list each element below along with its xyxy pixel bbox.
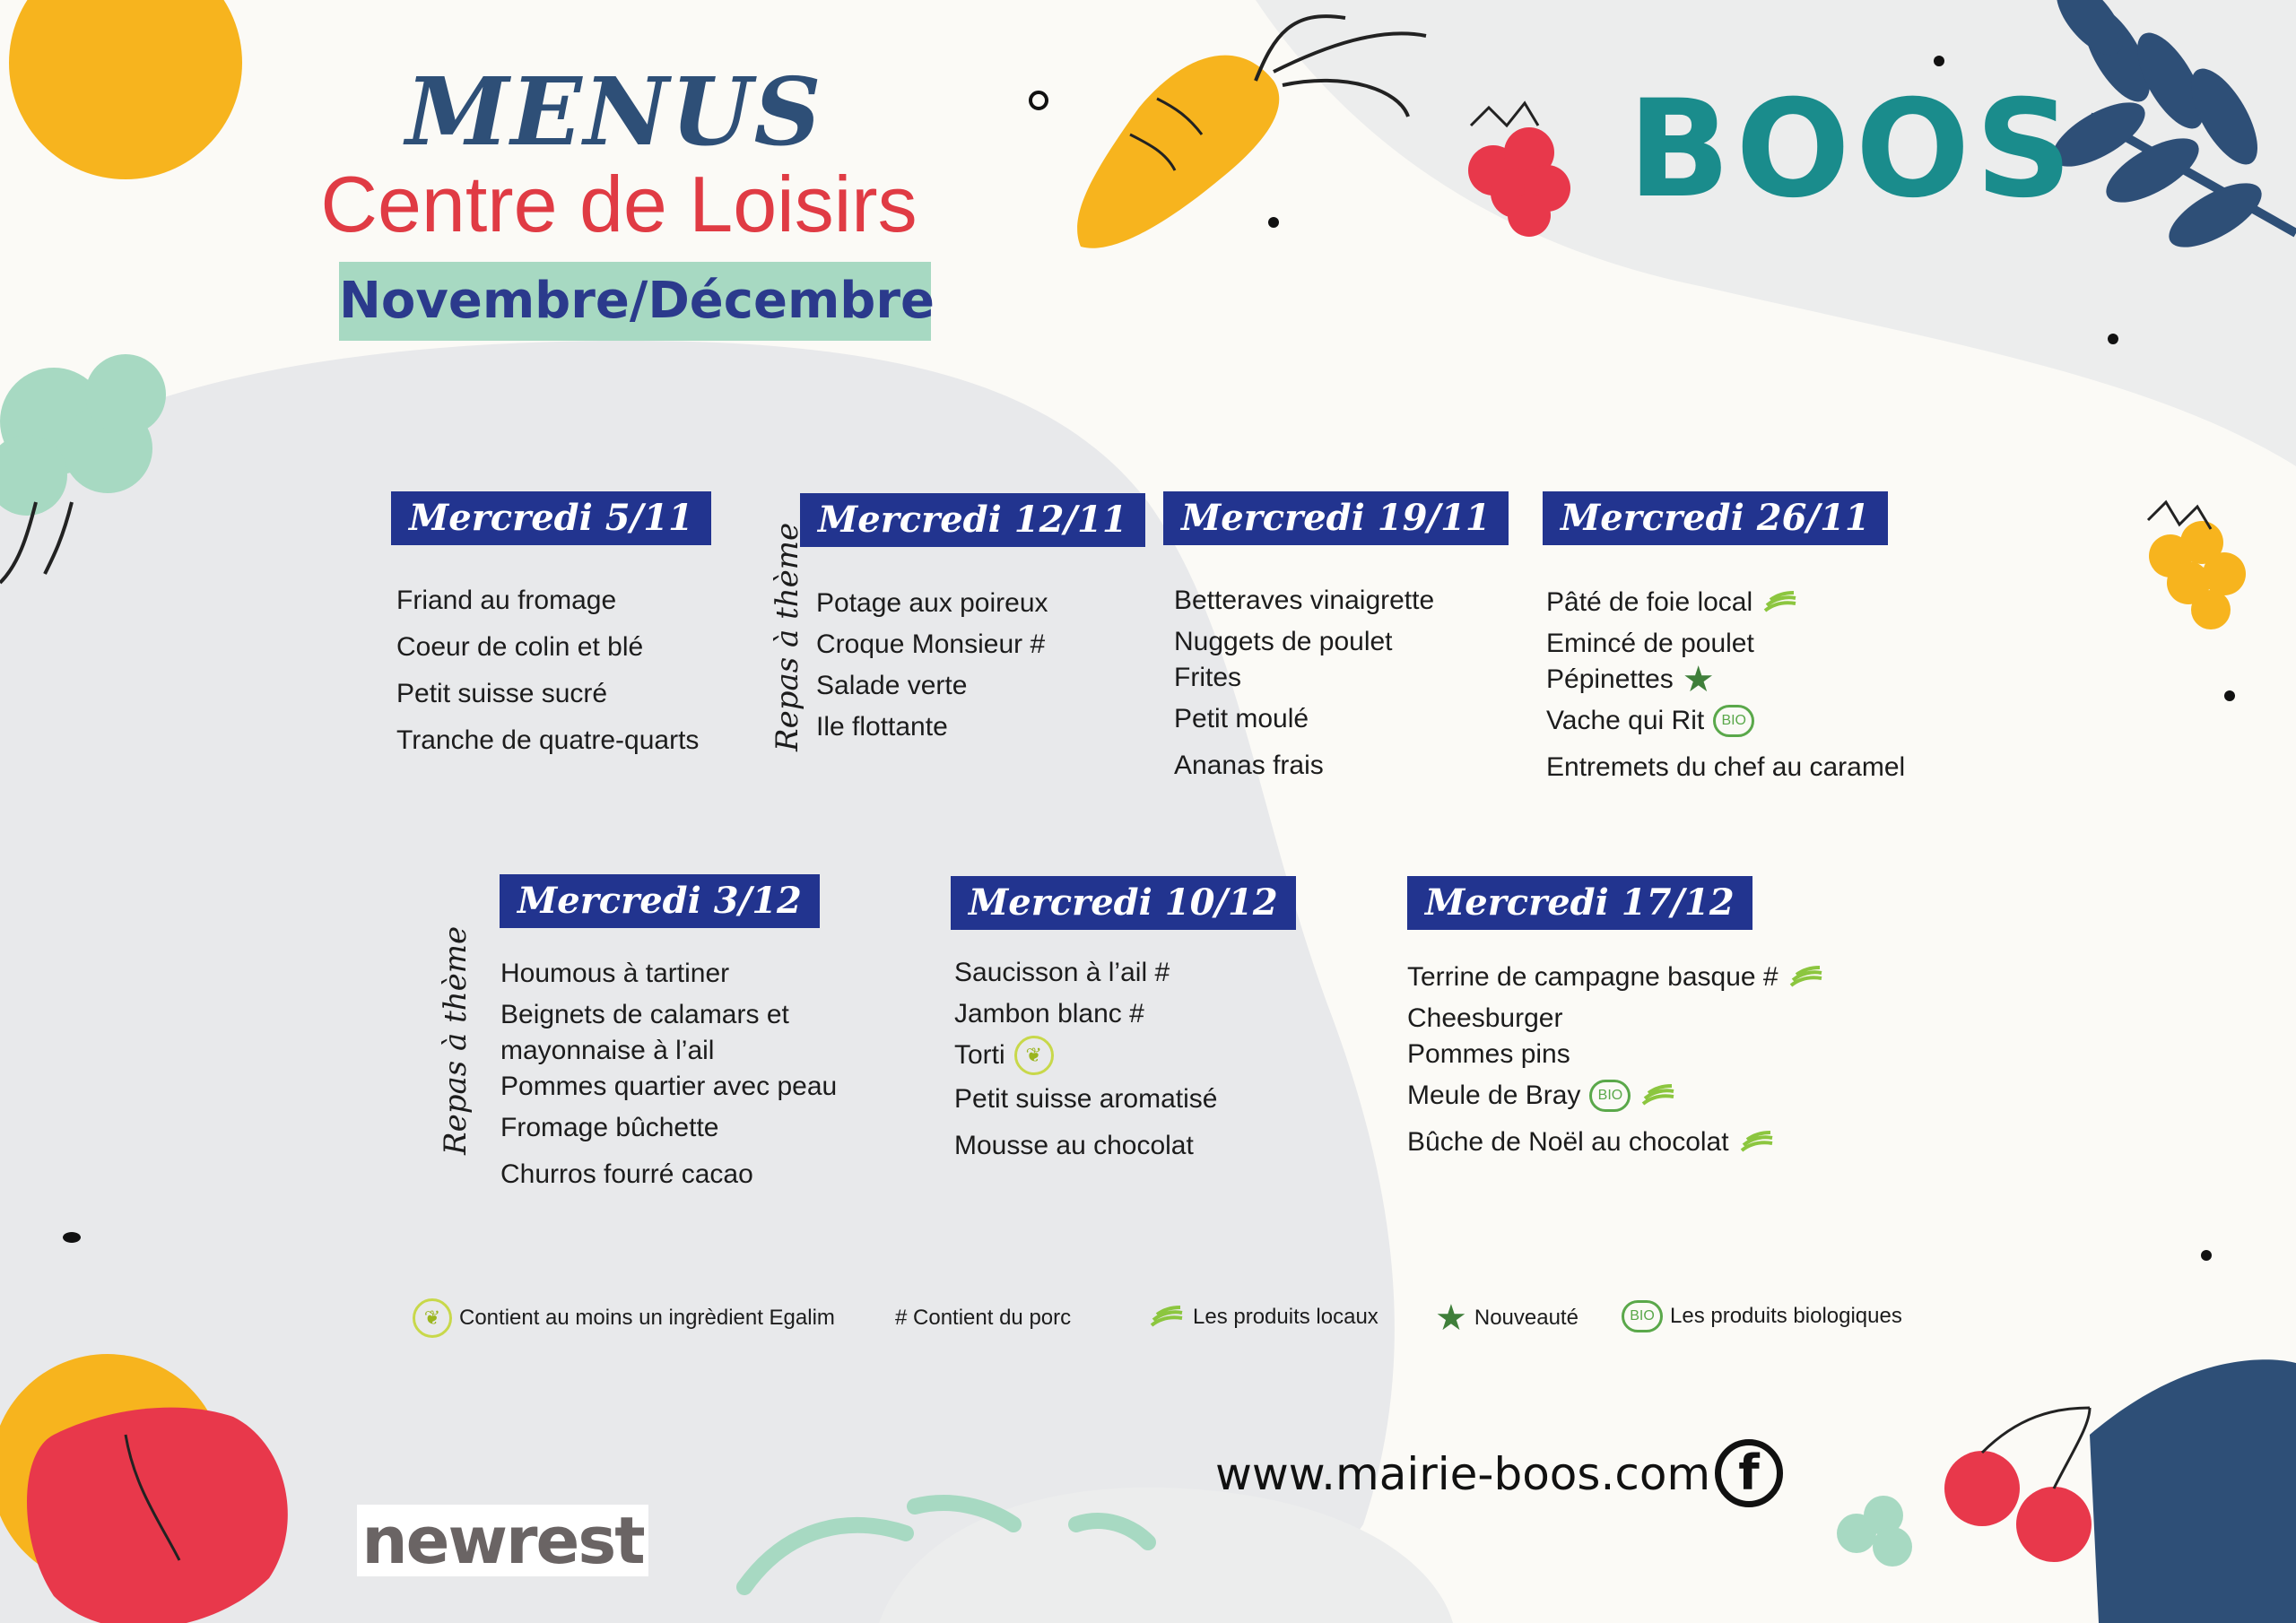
menu-item: [954, 1035, 1217, 1076]
menu-item: Petit moulé: [1174, 704, 1309, 733]
local-product-icon: [1639, 1081, 1677, 1111]
menu-item: [1546, 579, 1905, 626]
menu-item-label: Torti: [954, 1040, 1005, 1070]
day-menu-19-11: [1174, 577, 1434, 789]
menu-item-label: Bûche de Noël au chocolat: [1407, 1127, 1729, 1157]
legend-egalim-label: Contient au moins un ingrèdient Egalim: [459, 1306, 835, 1330]
menu-item: Pommes quartier avec peau: [500, 1072, 838, 1101]
menu-item: Ananas frais: [1174, 751, 1324, 780]
day-header-19-11: Mercredi 19/11: [1163, 491, 1509, 545]
menu-item: mayonnaise à l’ail: [500, 1036, 715, 1065]
star-icon: ★: [1435, 1298, 1467, 1338]
menu-item: Croque Monsieur #: [816, 629, 1046, 659]
menu-item: Betteraves vinaigrette: [1174, 586, 1435, 615]
menu-item: Houmous à tartiner: [500, 959, 730, 988]
day-menu-17-12: [1407, 954, 1825, 1166]
menu-item: Frites: [1174, 663, 1241, 692]
menu-item: Beignets de calamars et: [500, 1000, 789, 1029]
legend-bio: [1622, 1300, 1902, 1332]
period-banner: Novembre/Décembre: [339, 262, 931, 341]
menu-item-label: Terrine de campagne basque #: [1407, 962, 1779, 992]
day-menu-26-11: [1546, 579, 1905, 791]
menu-item: Cheesburger: [1407, 1003, 1563, 1033]
menu-item: Petit suisse aromatisé: [954, 1084, 1218, 1114]
theme-meal-note: Repas à thème: [770, 522, 805, 751]
day-header-17-12: Mercredi 17/12: [1407, 876, 1752, 930]
menu-item: [1407, 954, 1825, 1001]
leaf-circle-icon: ❦: [413, 1298, 452, 1338]
menu-item: [1407, 1119, 1825, 1166]
menu-item-label: Pâté de foie local: [1546, 587, 1753, 617]
boos-logo: BOOS: [1628, 72, 2078, 228]
menu-item-label: Vache qui Rit: [1546, 706, 1705, 735]
day-menu-5-11: [396, 577, 699, 764]
leaf-circle-icon: ❦: [1014, 1036, 1054, 1075]
facebook-icon[interactable]: f: [1715, 1439, 1783, 1507]
menu-item: Friand au fromage: [396, 586, 617, 615]
legend-new-label: Nouveauté: [1474, 1306, 1578, 1330]
day-header-5-11: Mercredi 5/11: [391, 491, 711, 545]
menu-item: Fromage bûchette: [500, 1113, 719, 1142]
day-header-10-12: Mercredi 10/12: [951, 876, 1296, 930]
menu-item-label: Meule de Bray: [1407, 1081, 1581, 1110]
bio-icon: BIO: [1589, 1080, 1631, 1112]
menu-item: [1546, 698, 1905, 744]
orange-berry-illustration: [2148, 502, 2246, 629]
field-icon: [1148, 1302, 1186, 1332]
legend-local: [1148, 1302, 1378, 1332]
menu-item: Salade verte: [816, 671, 968, 700]
star-icon: ★: [1682, 660, 1715, 699]
menu-item: Emincé de poulet: [1546, 629, 1754, 658]
menu-item: Mousse au chocolat: [954, 1131, 1194, 1160]
page-subtitle: Centre de Loisirs: [320, 160, 918, 248]
day-menu-3-12: [500, 950, 837, 1198]
legend-new: [1435, 1300, 1578, 1336]
menu-item: Ile flottante: [816, 712, 948, 742]
local-product-icon: [1787, 962, 1825, 993]
theme-meal-note: Repas à thème: [438, 925, 474, 1155]
legend-pork: [895, 1306, 1071, 1331]
legend-egalim: [413, 1298, 835, 1338]
menu-item: [1407, 1072, 1825, 1119]
local-product-icon: [1738, 1127, 1776, 1158]
menu-item: Entremets du chef au caramel: [1546, 752, 1906, 782]
legend-pork-label: # Contient du porc: [895, 1306, 1072, 1330]
bio-icon: BIO: [1713, 705, 1754, 737]
legend-bio-label: Les produits biologiques: [1670, 1304, 1902, 1328]
local-product-icon: [1761, 587, 1799, 618]
menu-item: Tranche de quatre-quarts: [396, 725, 700, 755]
menu-item-label: Pépinettes: [1546, 664, 1674, 694]
title-block: [320, 56, 969, 248]
menu-item: Churros fourré cacao: [500, 1159, 753, 1189]
day-menu-10-12: [954, 952, 1217, 1169]
day-header-12-11: Mercredi 12/11: [800, 493, 1145, 547]
menu-item: Pommes pins: [1407, 1039, 1570, 1069]
menu-item: Petit suisse sucré: [396, 679, 608, 708]
legend-local-label: Les produits locaux: [1193, 1305, 1378, 1329]
page-title: MENUS: [405, 56, 823, 167]
day-menu-12-11: [816, 583, 1048, 748]
menu-item: Saucisson à l’ail #: [954, 958, 1170, 987]
menu-item: [1546, 662, 1905, 698]
menu-item: Jambon blanc #: [954, 999, 1144, 1028]
menu-item: Coeur de colin et blé: [396, 632, 644, 662]
website-link[interactable]: www.mairie-boos.com: [1215, 1448, 1711, 1500]
day-header-26-11: Mercredi 26/11: [1543, 491, 1888, 545]
day-header-3-12: Mercredi 3/12: [500, 874, 820, 928]
menu-item: Nuggets de poulet: [1174, 627, 1393, 656]
sun-shape: [9, 0, 242, 179]
bio-icon: BIO: [1622, 1300, 1663, 1332]
menu-item: Potage aux poireux: [816, 588, 1048, 618]
newrest-logo: newrest: [357, 1505, 648, 1576]
cherries-illustration: [1837, 1359, 2296, 1623]
